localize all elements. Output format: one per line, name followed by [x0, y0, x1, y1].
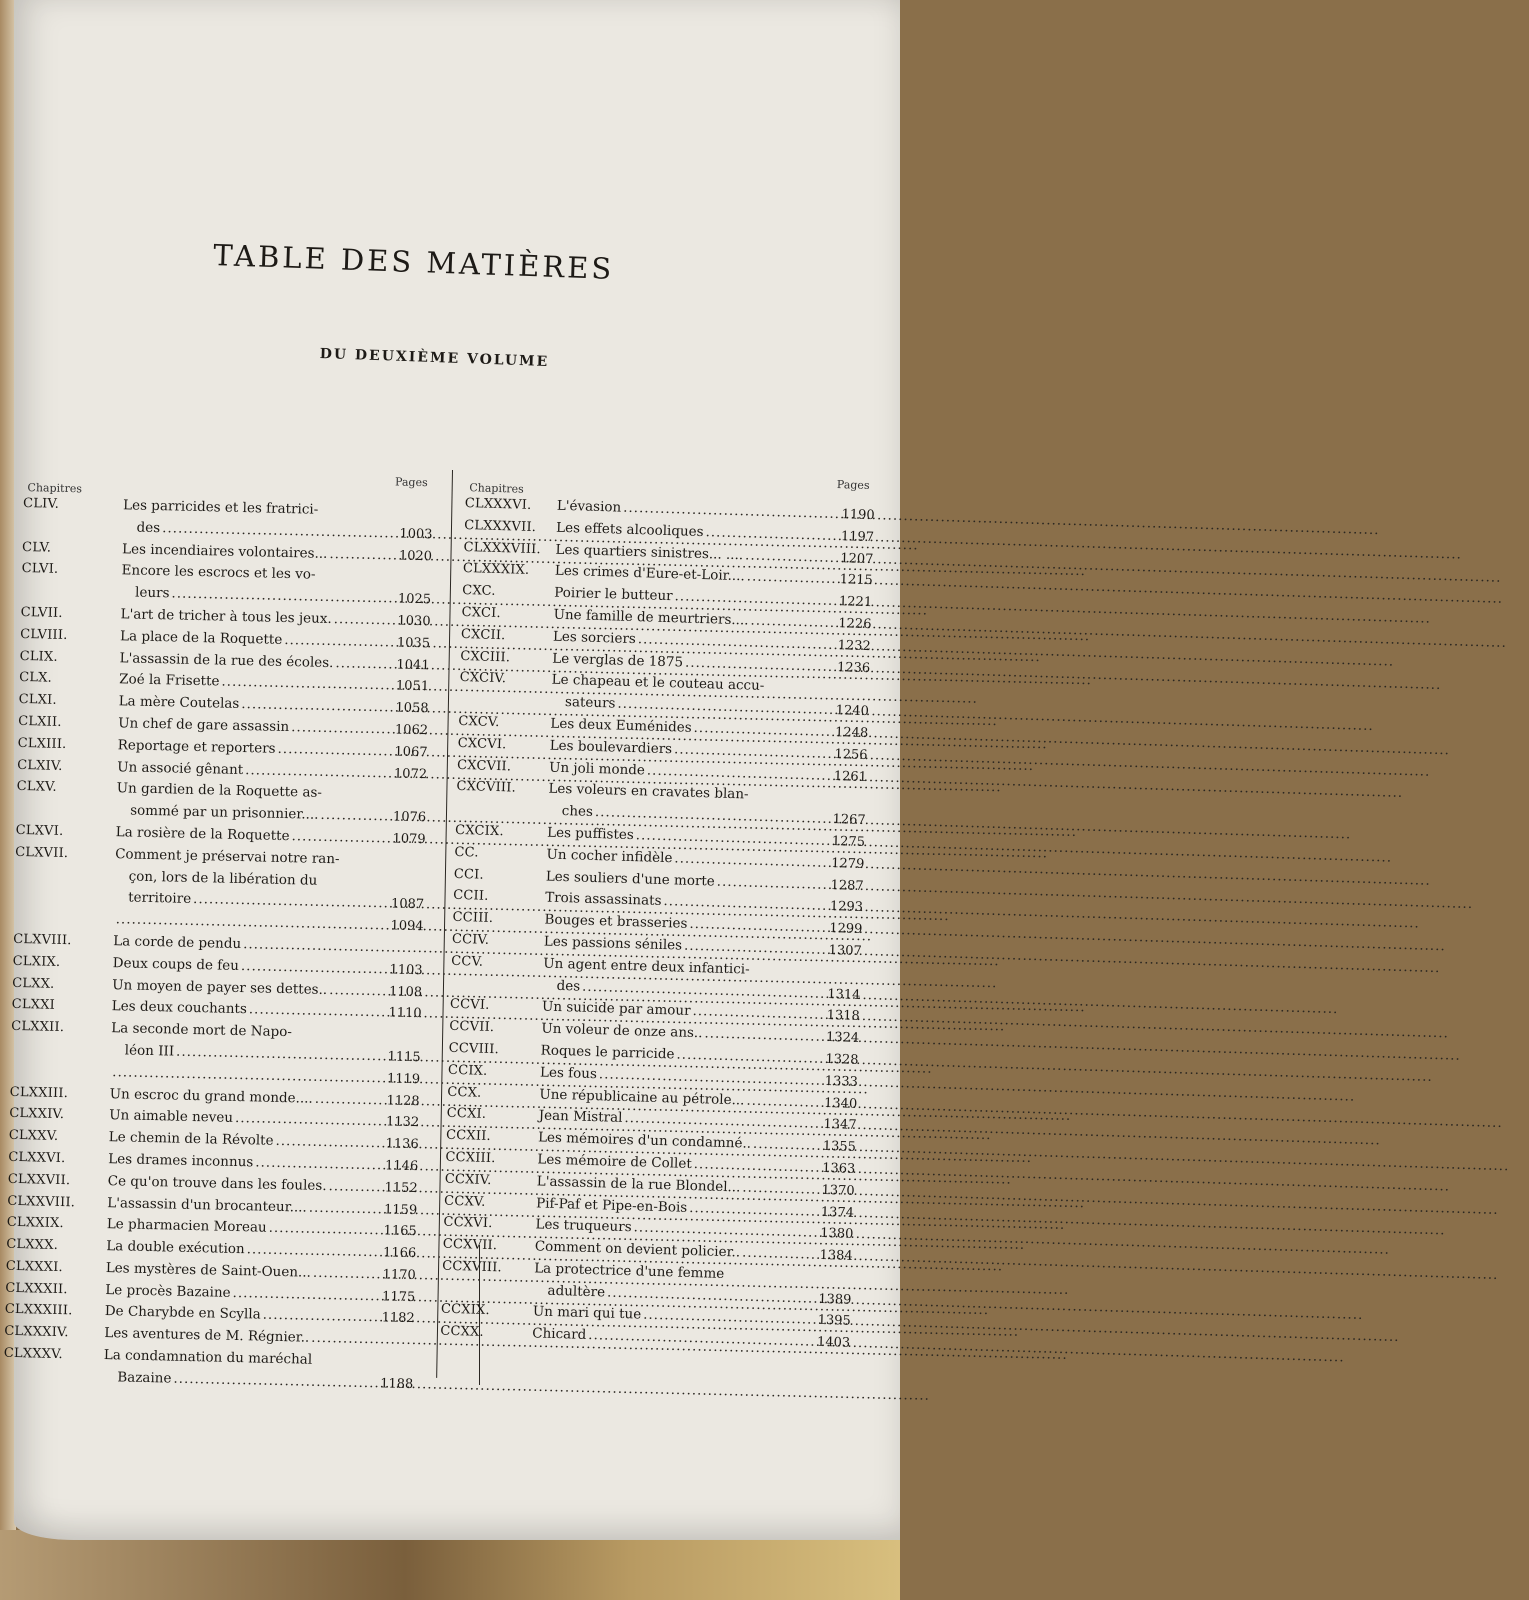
leader-dots [311, 1328, 376, 1351]
page-number: 1403 [816, 1335, 851, 1352]
page-number: 1103 [389, 962, 423, 978]
chapter-number: CLXIX. [12, 953, 61, 970]
chapter-title: L'art de tricher à tous les jeux. [120, 606, 332, 628]
page-number: 1384 [819, 1247, 853, 1264]
chapter-number: CLXXXIV. [4, 1324, 69, 1341]
chapter-number: CXC. [462, 583, 496, 600]
page-number: 1115 [387, 1049, 421, 1066]
page-number: 1087 [390, 896, 425, 913]
page-number: 1159 [383, 1201, 418, 1218]
chapter-title: Ce qu'on trouve dans les foules. [107, 1172, 327, 1194]
chapter-title: Les souliers d'une morte [545, 868, 716, 890]
chapter-number: CCXVI. [443, 1214, 493, 1232]
chapter-title: Les mémoire de Collet [537, 1151, 692, 1172]
chapter-title: Le pharmacien Moreau [106, 1216, 267, 1236]
chapter-title: Un gardien de la Roquette as- [116, 780, 323, 802]
chapter-number: CLXI. [18, 692, 57, 708]
leader-dots [329, 544, 394, 567]
chapter-number: CCXIII. [445, 1149, 496, 1167]
chapter-number: CLXXXII. [5, 1280, 68, 1297]
page-number: 1374 [820, 1204, 855, 1221]
chapter-number: CLXXXIII. [4, 1302, 73, 1319]
chapter-title: leurs [134, 584, 170, 602]
page-number: 1076 [392, 809, 427, 826]
chapter-title-block [122, 495, 433, 546]
page-number: 1248 [834, 725, 869, 742]
leader-dots [745, 545, 838, 570]
chapter-title: Un suicide par amour [541, 998, 691, 1020]
page-number: 1355 [822, 1138, 857, 1155]
chapter-number: CLVI. [21, 561, 59, 578]
chapter-number: CCII. [452, 888, 489, 905]
chapter-title: Le chapeau et le couteau accu- [551, 672, 765, 695]
chapter-number: CCXII. [445, 1127, 492, 1145]
chapter-number: CLXXVII. [7, 1171, 71, 1188]
chapter-title: Bazaine [117, 1369, 172, 1387]
page-number: 1328 [825, 1051, 859, 1068]
chapter-title: Un joli monde [548, 759, 646, 779]
leader-dots [333, 609, 392, 632]
chapter-number: CCIX. [447, 1062, 488, 1079]
chapter-title: Zoé la Frisette [118, 671, 220, 690]
chapter-number: CXCIV. [459, 670, 507, 687]
page-number: 1221 [838, 594, 873, 611]
chapter-title: sommé par un prisonnier.... [130, 802, 319, 823]
chapter-title-block [110, 1018, 421, 1069]
leader-dots [746, 1090, 821, 1114]
page-number: 1267 [832, 812, 866, 829]
page-number: 1226 [838, 616, 872, 633]
leader-dots [277, 739, 390, 763]
chapter-number: CLXVII. [15, 844, 69, 861]
page-number: 1170 [382, 1267, 416, 1283]
page-number: 1094 [390, 918, 424, 935]
chapter-title: Reportage et reporters [117, 736, 276, 757]
leader-dots [249, 1000, 384, 1025]
chapter-title: des [556, 977, 581, 995]
page-number: 1370 [821, 1182, 855, 1199]
chapter-number: CLIV. [22, 495, 60, 512]
chapter-title: adultère [547, 1282, 606, 1301]
page-number: 1079 [392, 831, 426, 848]
chapter-number: CCXIX. [440, 1302, 491, 1319]
leader-dots [291, 826, 388, 850]
chapter-title-block [103, 1345, 414, 1396]
chapter-title-block [116, 779, 427, 830]
chapter-number: CLXV. [16, 779, 57, 796]
chapter-number: CC. [454, 844, 479, 861]
chapter-title: Une famille de meurtriers.... [553, 606, 749, 629]
page-number: 1314 [827, 986, 861, 1003]
page-number: 1232 [837, 637, 872, 654]
page-number: 1132 [385, 1114, 420, 1131]
chapter-number: CLV. [21, 539, 52, 556]
chapter-title-block [121, 561, 432, 612]
page-number: 1324 [825, 1030, 860, 1047]
chapter-number: CCVII. [449, 1018, 495, 1036]
page-number: 1380 [820, 1226, 854, 1243]
chapter-number: CXCVIII. [456, 779, 517, 796]
toc-entry [14, 842, 425, 917]
chapter-title: des [136, 519, 161, 536]
toc-column-right [440, 465, 876, 1355]
page-number: 1299 [829, 921, 863, 938]
book-page [3, 0, 900, 1540]
chapter-number: CXCVII. [456, 757, 512, 775]
chapter-number: CCXX. [440, 1323, 485, 1341]
page-number: 1025 [397, 591, 432, 608]
page-number: 1072 [393, 766, 428, 782]
page-number: 1136 [385, 1136, 419, 1153]
chapter-number: CLXXIV. [9, 1106, 65, 1123]
chapter-number: CLXXXI. [5, 1258, 63, 1275]
chapter-number: CLXXXVIII. [463, 539, 542, 557]
chapter-title: Une républicaine au pétrole... [539, 1085, 745, 1109]
page-number: 1119 [386, 1071, 421, 1087]
page-number: 1110 [388, 1005, 422, 1022]
chapter-title: Poirier le butteur [554, 584, 673, 605]
chapter-number: CLX. [19, 670, 53, 687]
chapter-title: La mère Coutelas [118, 693, 240, 713]
page-number: 1182 [381, 1310, 415, 1327]
chapter-number: CLXXII. [11, 1018, 65, 1036]
toc-column-left [3, 465, 434, 1396]
page-number: 1307 [828, 942, 862, 959]
chapter-title: Jean Mistral [538, 1107, 623, 1127]
chapter-title: Les quartiers sinistres... .... [555, 541, 744, 563]
chapter-title: La rosière de la Roquette [115, 824, 290, 845]
chapter-number: CLXXV. [8, 1127, 59, 1145]
chapter-title: Roques le parricide [540, 1042, 675, 1063]
page-number: 1020 [398, 548, 433, 564]
chapter-title: Les voleurs en cravates blan- [548, 780, 749, 803]
chapter-title: L'assassin d'un brocanteur.... [107, 1194, 308, 1216]
chapter-title: Un mari qui tue [532, 1303, 642, 1324]
page-number: 1340 [823, 1095, 858, 1112]
chapter-number: CCV. [451, 953, 484, 970]
chapter-title: Un cocher infidèle [546, 846, 673, 867]
leader-dots [742, 1243, 817, 1267]
leader-dots [291, 717, 390, 741]
page-number: 1003 [399, 526, 433, 543]
chapter-number: CCVIII. [448, 1040, 500, 1058]
chapter-title: Un associé gênant [116, 758, 244, 778]
pages-header: Pages [394, 475, 428, 490]
chapters-header: Chapitres [27, 481, 83, 496]
chapter-number: CXCI. [461, 604, 502, 622]
chapter-title: Encore les escrocs et les vo- [121, 562, 316, 584]
chapter-title: Le chemin de la Révolte [108, 1129, 274, 1149]
page-number: 1030 [397, 613, 431, 630]
leader-dots [746, 567, 837, 591]
chapter-title: Les aventures de M. Régnier.. [104, 1325, 310, 1346]
page-number: 1236 [836, 659, 871, 676]
chapter-number: CLVIII. [19, 626, 68, 643]
chapter-number: CLXXXVI. [464, 495, 532, 513]
chapter-title: sateurs [564, 694, 616, 712]
chapter-number: CLXIII. [17, 735, 67, 752]
chapter-title: Chicard [532, 1325, 587, 1344]
leader-dots [328, 1176, 380, 1199]
chapter-number: CLXXXIX. [462, 561, 530, 579]
chapter-number: CCXI. [446, 1106, 487, 1123]
chapter-title: Trois assassinats [544, 889, 662, 910]
leader-dots [255, 1152, 380, 1177]
page-number: 1188 [379, 1376, 414, 1392]
chapter-title: Comment on devient policier.. [534, 1238, 741, 1261]
chapter-title: Les sorciers [552, 628, 637, 647]
page-number: 1108 [388, 983, 423, 1000]
page-number: 1207 [840, 550, 874, 567]
page-subtitle: DU DEUXIÈME VOLUME [319, 346, 550, 371]
chapter-title: La place de la Roquette [119, 628, 283, 648]
page-number: 1287 [830, 877, 864, 894]
chapter-title: Les effets alcooliques [555, 519, 704, 540]
chapter-title: Un voleur de onze ans.. [541, 1020, 703, 1042]
chapter-title: Les truqueurs [535, 1216, 632, 1236]
chapter-title: Pif-Paf et Pipe-en-Bois [535, 1194, 688, 1216]
chapter-title: Un moyen de payer ses dettes.. [112, 976, 328, 998]
page-number: 1152 [384, 1180, 418, 1196]
leader-dots [246, 1239, 378, 1264]
chapter-title: Un agent entre deux infantici- [543, 955, 750, 978]
chapter-number: CLXVI. [15, 822, 64, 839]
chapter-number: CLXIV. [17, 757, 63, 774]
chapter-title: La corde de pendu [113, 933, 242, 952]
leader-dots [753, 1134, 821, 1158]
chapter-title: çon, lors de la libération du [128, 868, 318, 889]
page-number: 1293 [829, 899, 864, 916]
chapter-title: Les fous [539, 1064, 598, 1082]
chapter-title: ches [561, 803, 594, 821]
chapter-number: CCXVIII. [442, 1258, 503, 1276]
chapter-title-block [114, 844, 425, 916]
chapter-title: Les mémoires d'un condamné.. [537, 1129, 752, 1152]
chapter-number: CLXVIII. [13, 931, 72, 949]
page-number: 1256 [834, 746, 868, 763]
leader-dots [313, 1263, 378, 1286]
chapter-title: léon III [124, 1042, 175, 1060]
chapter-number: CLXXVI. [8, 1149, 66, 1167]
leader-dots [262, 1305, 377, 1329]
chapter-number: CLXX. [12, 975, 55, 992]
page-number: 1279 [831, 855, 865, 872]
leader-dots [329, 980, 384, 1003]
chapter-title: La condamnation du maréchal [103, 1347, 313, 1368]
chapter-number: CLXXX. [6, 1236, 59, 1254]
leader-dots [309, 1197, 380, 1220]
chapter-title: Les deux Euménides [550, 715, 692, 736]
chapter-title: De Charybde en Scylla [104, 1303, 261, 1324]
chapter-title: Les passions séniles [543, 933, 683, 954]
leader-dots [284, 630, 392, 654]
chapter-number: CXCV. [458, 713, 500, 731]
page-number: 1165 [383, 1223, 417, 1240]
leader-dots [750, 610, 836, 634]
chapter-title: Le procès Bazaine [105, 1281, 231, 1301]
chapter-title: La double exécution [106, 1238, 245, 1258]
chapter-title: Un aimable neveu [109, 1107, 234, 1127]
chapter-title: La protectrice d'une femme [533, 1260, 725, 1282]
chapter-number: CCI. [453, 866, 485, 883]
page-number: 1395 [817, 1313, 851, 1330]
page-number: 1261 [833, 768, 868, 785]
page-number: 1067 [394, 744, 428, 760]
chapter-title: Le verglas de 1875 [552, 650, 684, 671]
table-surface [0, 1530, 900, 1600]
chapter-number: CXCIII. [460, 648, 511, 665]
leader-dots [243, 934, 385, 959]
page-number: 1146 [384, 1158, 419, 1175]
chapter-title: Les mystères de Saint-Ouen... [105, 1259, 312, 1281]
chapter-number: CXCIX. [454, 822, 505, 840]
page-number: 1215 [839, 572, 873, 589]
page-number: 1240 [835, 703, 870, 720]
chapter-number: CCXIV. [444, 1171, 492, 1188]
page-number: 1318 [826, 1008, 861, 1025]
chapter-title: Les parricides et les fratrici- [122, 497, 319, 518]
chapter-title: Les deux couchants [111, 998, 248, 1018]
chapter-number: CLXII. [18, 713, 62, 730]
chapter-number: CCX. [447, 1084, 482, 1101]
chapter-title: Les puffistes [546, 824, 635, 844]
page-number: 1197 [840, 528, 875, 545]
chapter-title: L'évasion [556, 497, 622, 516]
page-number: 1058 [395, 700, 429, 717]
chapter-title: Les boulevardiers [549, 737, 673, 758]
page-number: 1389 [818, 1291, 852, 1308]
leader-dots [315, 1088, 382, 1111]
chapters-header: Chapitres [469, 481, 524, 496]
chapter-title: La seconde mort de Napo- [111, 1020, 293, 1041]
chapter-number: CCVI. [449, 997, 490, 1014]
chapter-number: CXCVI. [457, 735, 507, 753]
leader-dots [275, 1131, 381, 1155]
chapter-title: Deux coups de feu [112, 954, 240, 974]
chapter-number: CCXV. [443, 1193, 486, 1210]
leader-dots [320, 805, 388, 828]
chapter-number: CLVII. [20, 604, 63, 621]
page-number: 1128 [386, 1092, 420, 1109]
page-number: 1363 [821, 1160, 856, 1177]
chapter-title: Les crimes d'Eure-et-Loir.... [554, 563, 745, 585]
chapter-title: Bouges et brasseries [544, 911, 688, 932]
chapter-number: CCIV. [451, 931, 490, 948]
page-number: 1175 [381, 1289, 416, 1305]
page-number: 1275 [831, 833, 866, 850]
page-number: 1035 [396, 635, 431, 652]
page-number: 1062 [394, 722, 429, 739]
page-number: 1347 [823, 1117, 857, 1134]
chapter-number: CCXVII. [442, 1236, 498, 1254]
chapter-number: CLXXXVII. [463, 517, 537, 535]
page-number: 1190 [841, 507, 875, 524]
chapter-number: CLXXXV. [3, 1345, 63, 1363]
page-number: 1166 [382, 1245, 417, 1262]
page-number: 1333 [824, 1073, 859, 1090]
chapter-number: CLXXIX. [6, 1215, 64, 1232]
chapter-title: Un escroc du grand monde.... [109, 1085, 313, 1107]
leader-dots [173, 1369, 375, 1395]
chapter-number: CCIII. [452, 909, 494, 927]
chapter-number: CLIX. [19, 648, 58, 665]
chapter-number: CLXXVIII. [7, 1193, 76, 1210]
leader-dots [335, 653, 392, 676]
pages-header: Pages [836, 478, 870, 492]
chapter-title: Les incendiaires volontaires... [121, 540, 328, 562]
chapter-number: CXCII. [460, 626, 506, 644]
toc-entry [3, 1343, 414, 1396]
leader-dots [742, 1177, 819, 1201]
chapter-title: Les drames inconnus [108, 1150, 254, 1171]
chapter-number: CLXXIII. [9, 1084, 69, 1101]
leader-dots [268, 1218, 379, 1242]
chapter-title: L'assassin de la rue Blondel... [536, 1173, 741, 1196]
chapter-title: territoire [128, 889, 192, 908]
page-number: 1041 [396, 657, 430, 673]
chapter-title: L'assassin de la rue des écoles. [119, 649, 334, 671]
page-title: TABLE DES MATIÈRES [212, 238, 615, 286]
page-number: 1051 [395, 678, 430, 695]
chapter-title: Un chef de gare assassin [117, 715, 290, 736]
chapter-title: Comment je préservai notre ran- [115, 845, 340, 868]
chapter-number: CLXXI [11, 997, 56, 1014]
